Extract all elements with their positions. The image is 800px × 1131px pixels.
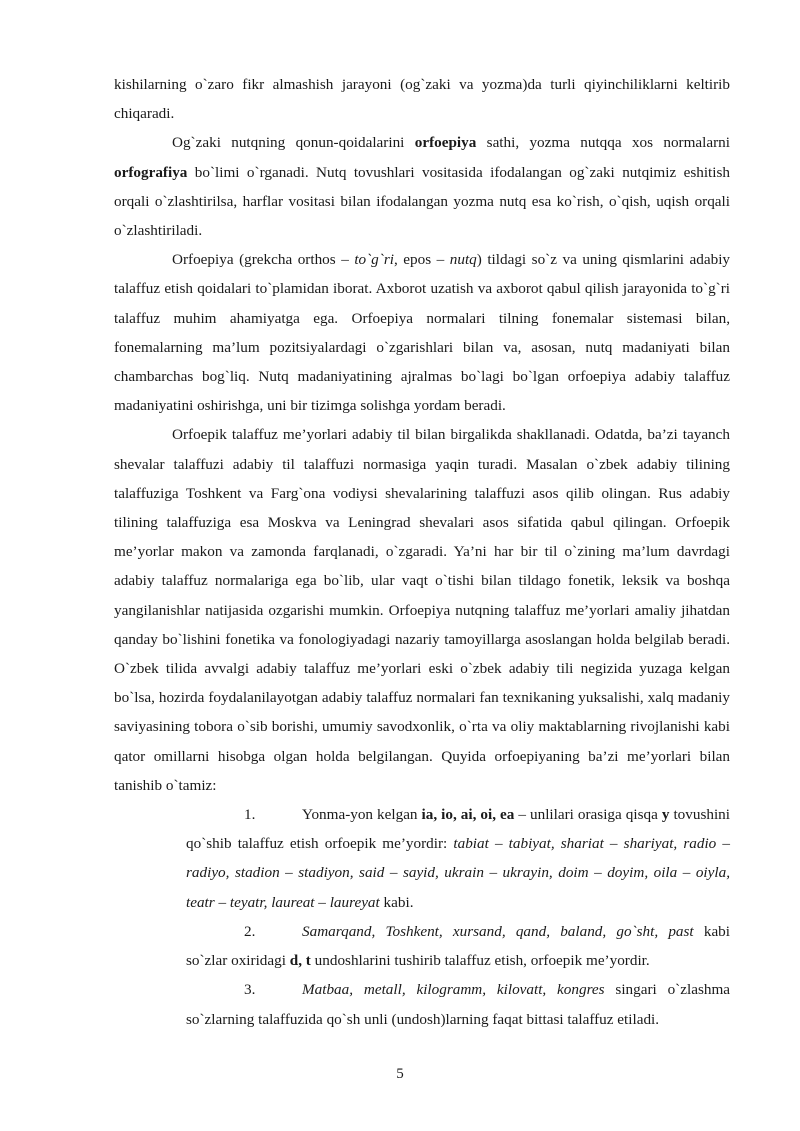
list-item-number: 3. bbox=[244, 981, 256, 999]
list-item-number: 1. bbox=[244, 806, 256, 824]
list-item-1-run-2: ia, io, ai, oi, ea bbox=[421, 806, 515, 824]
list-item-2-run-3: d, t bbox=[289, 952, 311, 970]
paragraph-2-run-3: sathi, yozma nutqqa xos normalarni bbox=[476, 134, 730, 152]
paragraph-2-run-5: bo`limi o`rganadi. Nutq tovushlari vositasida ifodalangan og`zaki nutqimiz eshitish orqali o`zlashtirilsa, harflar vositasi bilan ifodalangan yozma nutq esa ko`rish, o`qish, uqish orqali o`zlashtiriladi. bbox=[114, 163, 730, 240]
paragraph-4 bbox=[114, 420, 730, 800]
list-item-3-run-1: Matbaa, metall, kilogramm, kilovatt, kongres bbox=[302, 981, 605, 999]
body-text bbox=[114, 70, 730, 1034]
paragraph-4-run-1: Orfoepik talaffuz me’yorlari adabiy til bilan birgalikda shakllanadi. Odatda, ba’zi tayanch shevalar talaffuzi adabiy til talaffuzi normasiga yaqin turadi. Masalan o`zbek adabiy tilining talaffuziga Toshkent va Farg`ona vodiysi shevalarining talaffuzi asos qilib olingan. Rus adabiy tilining talaffuziga esa Moskva va Leningrad shevalari asos sifatida qabul qilingan. Orfoepik me’yorlar makon va zamonda farqlanadi, o`zgaradi. Ya’ni har bir til o`zining ma’lum davrdagi adabiy talaffuz normalariga ega bo`lib, ular vaqt o`tishi bilan tildago fonetik, leksik va boshqa yangilanishlar natijasida ozgarishi mumkin. Orfoepiya nutqning talaffuz me’yorlari amaliy jihatdan qanday bo`lishini fonetika va fonologiyadagi nazariy tamoyillarga asoslangan holda belgilab beradi. O`zbek tilida avvalgi adabiy talaffuz me’yorlari eski o`zbek adabiy tili negizida yuzaga kelgan bo`lsa, hozirda foydalanilayotgan adabiy talaffuz normalari fan texnikaning yuksalishi, xalq madaniy saviyasining tobora o`sib borishi, umumiy savodxonlik, o`rta va oliy maktablarning rivojlanishi kabi qator omillarni hisobga olgan holda belgilangan. Quyida orfoepiyaning ba’zi me’yorlari bilan tanishib o`tamiz: bbox=[114, 426, 730, 794]
list-item-2-run-1: Samarqand, Toshkent, xursand, qand, baland, go`sht, past bbox=[302, 922, 694, 940]
paragraph-3-run-4: nutq bbox=[449, 251, 477, 269]
list-item-3 bbox=[186, 975, 730, 1033]
paragraph-2 bbox=[114, 128, 730, 245]
list-item-3-run-2: singari o`zlashma so`zlarning talaffuzida qo`sh unli (undosh)larning faqat bittasi talaffuz etiladi. bbox=[186, 981, 730, 1028]
list-item-1-run-6: tabiat – tabiyat, shariat – shariyat, radio – radiyo, stadion – stadiyon, said – sayid, ukrain – ukrayin, doim – doyim, oila – oiyla, teatr – teyatr, laureat – laureyat bbox=[186, 835, 730, 911]
paragraph-2-run-4: orfografiya bbox=[114, 163, 188, 181]
list-item-number: 2. bbox=[244, 922, 256, 940]
list-item-1-run-4: y bbox=[661, 806, 670, 824]
paragraph-3-run-1: Orfoepiya (grekcha orthos – bbox=[172, 251, 355, 269]
paragraph-3-run-3: , epos – bbox=[393, 251, 450, 269]
page-number: 5 bbox=[396, 1066, 404, 1082]
paragraph-1-run-1: kishilarning o`zaro fikr almashish jarayoni (og`zaki va yozma)da turli qiyinchiliklarni keltirib chiqaradi. bbox=[114, 76, 730, 123]
list-item-2-run-2: kabi so`zlar oxiridagi bbox=[186, 922, 730, 970]
paragraph-3-run-2: to`g`ri bbox=[354, 251, 394, 269]
paragraph-1 bbox=[114, 70, 730, 128]
paragraph-2-run-1: Og`zaki nutqning qonun-qoidalarini bbox=[172, 134, 415, 152]
list-item-1-run-3: – unlilari orasiga qisqa bbox=[514, 806, 662, 824]
list-item-1-run-1: Yonma-yon kelgan bbox=[302, 806, 422, 824]
list-item-2 bbox=[186, 917, 730, 975]
paragraph-3-run-5: ) tildagi so`z va uning qismlarini adabiy talaffuz etish qoidalari to`plamidan iborat. Axborot uzatish va axborot qabul qilish jarayonida to`g`ri talaffuz muhim ahamiyatga ega. Orfoepiya normalari tilning fonemalar sistemasi bilan, fonemalarning ma’lum pozitsiyalardagi o`zgarishlari bilan va, asosan, nutq madaniyati bilan chambarchas bog`liq. Nutq madaniyatining ajralmas bo`lagi bo`lgan orfoepiya adabiy talaffuz madaniyatini oshirishga, uni bir tizimga solishga yordam beradi. bbox=[114, 251, 731, 415]
list-item-1-run-7: kabi. bbox=[379, 893, 414, 911]
paragraph-3 bbox=[114, 245, 730, 420]
paragraph-2-run-2: orfoepiya bbox=[414, 134, 477, 152]
list-item-1 bbox=[186, 800, 730, 917]
list-item-2-run-4: undoshlarini tushirib talaffuz etish, orfoepik me’yordir. bbox=[310, 952, 650, 970]
list-item-1-run-5: tovushini qo`shib talaffuz etish orfoepik me’yordir: bbox=[186, 806, 730, 853]
